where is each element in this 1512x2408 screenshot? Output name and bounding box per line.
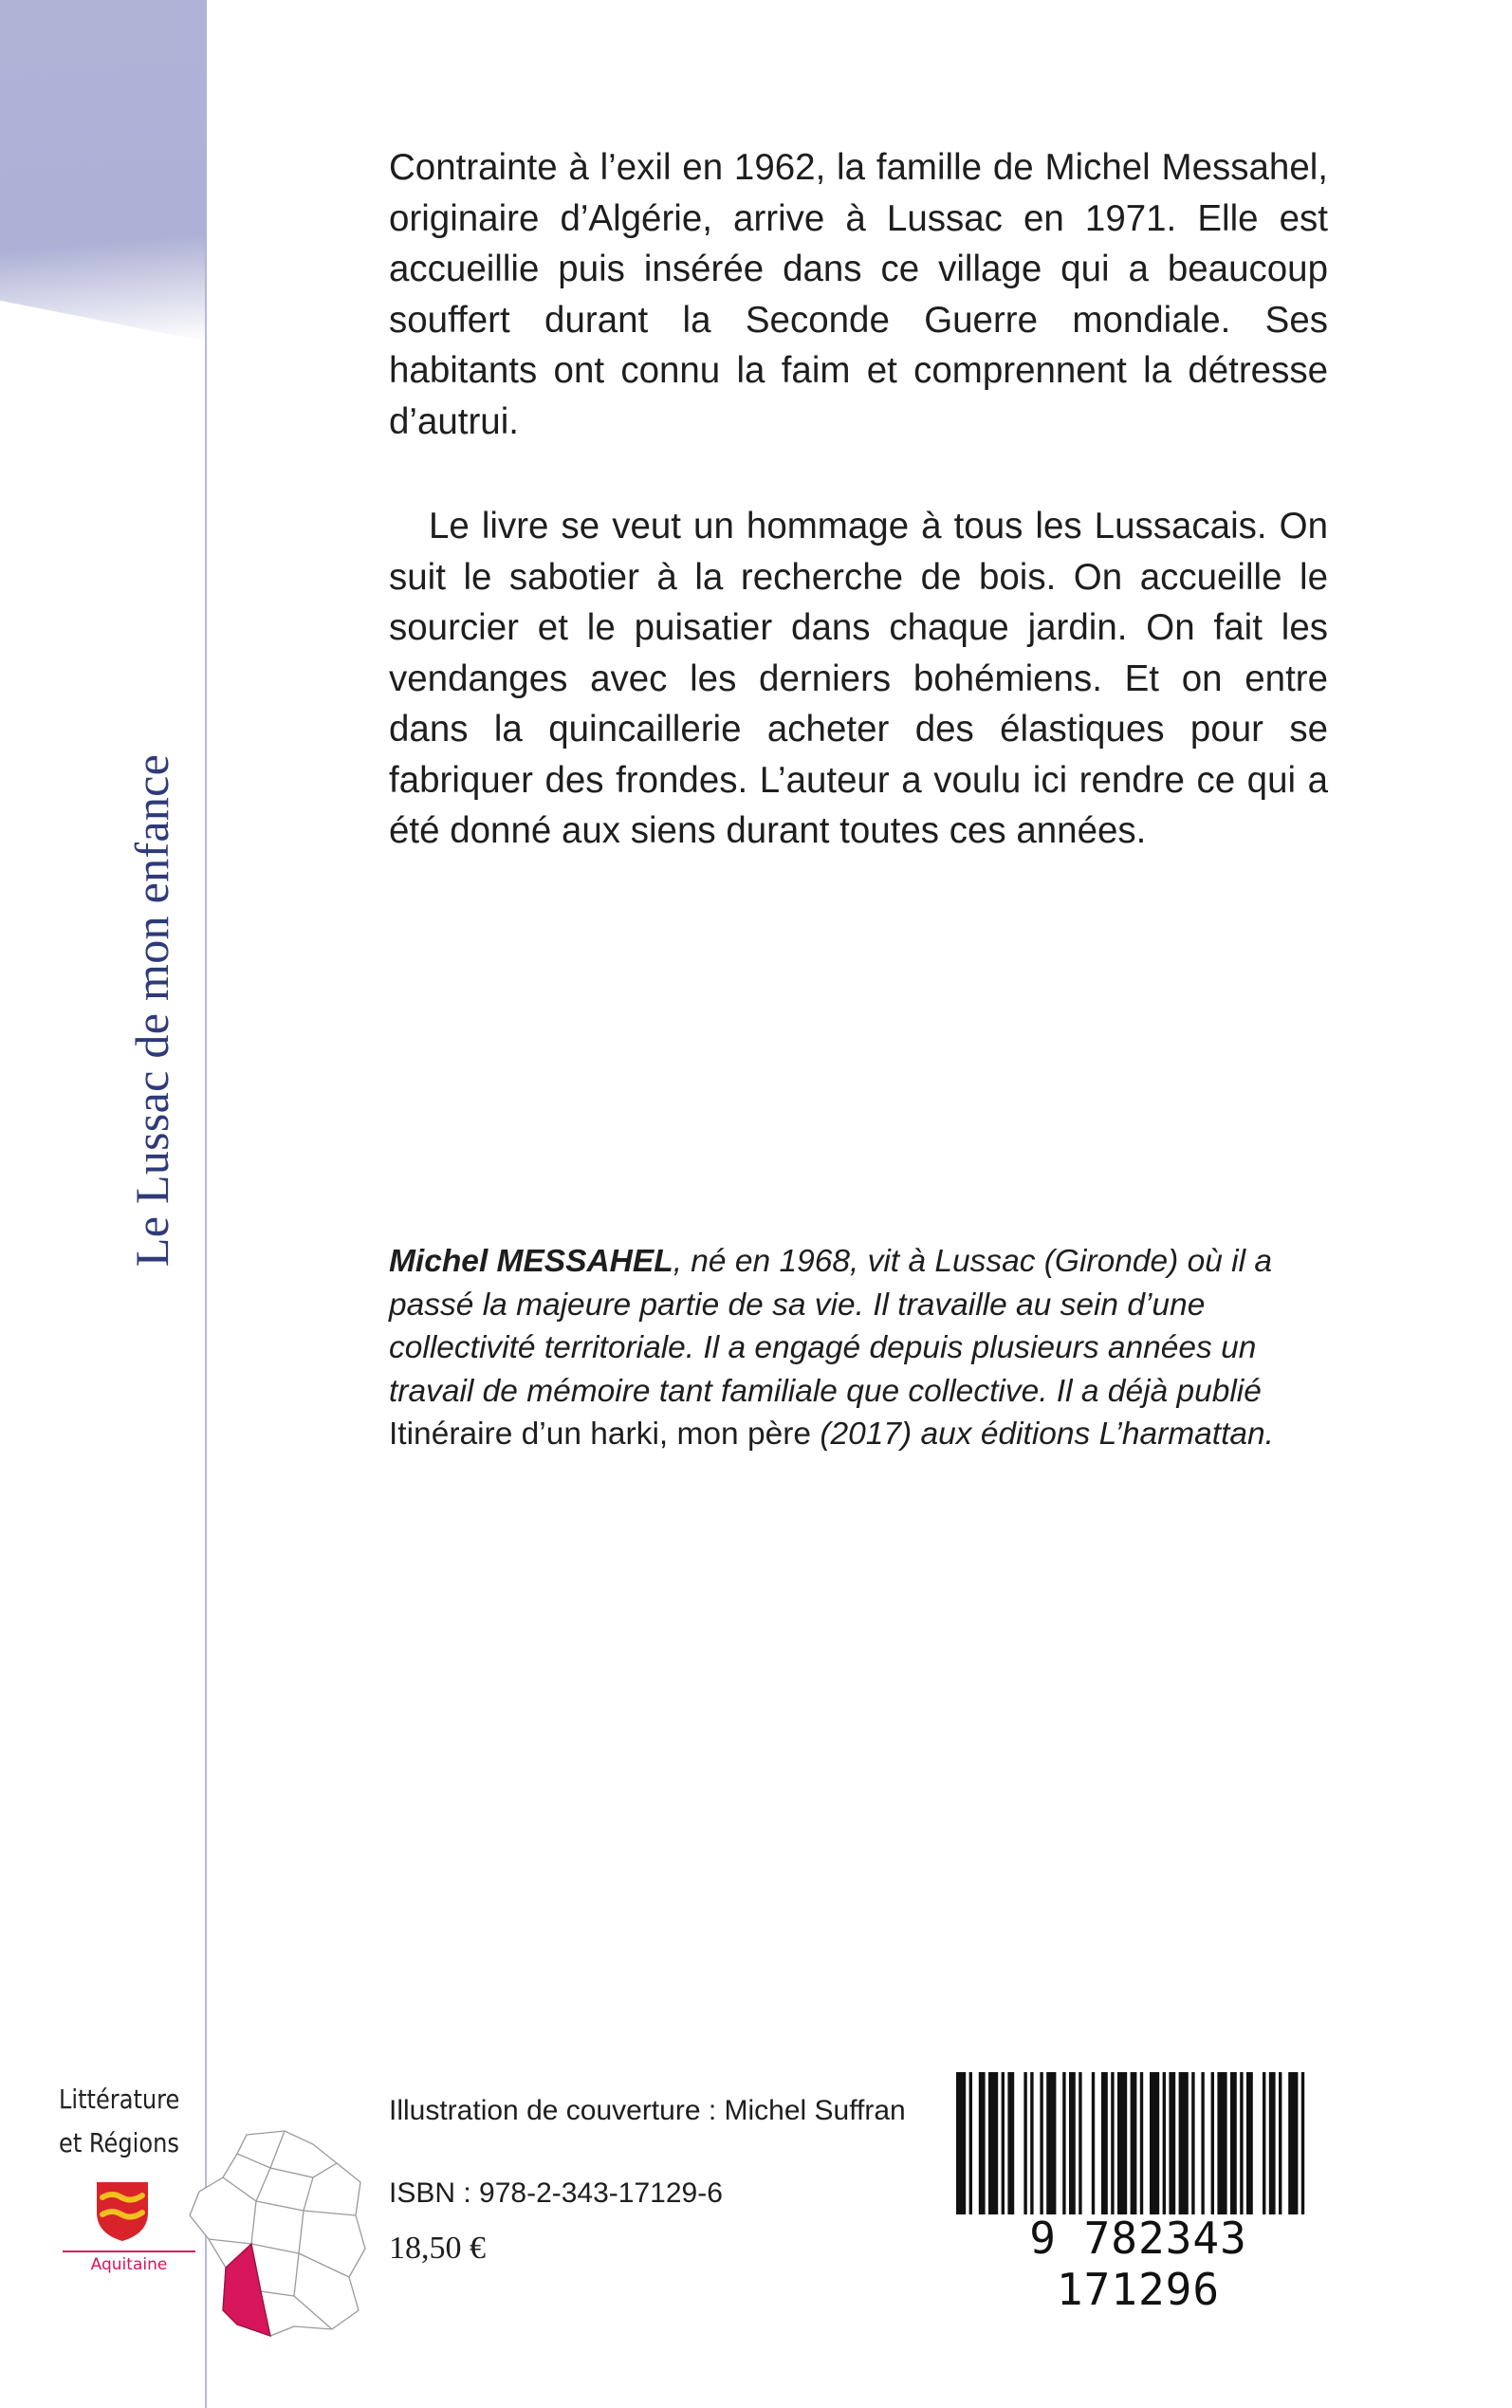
barcode-bar xyxy=(988,2072,998,2214)
author-name: Michel MESSAHEL xyxy=(389,1244,673,1279)
barcode-bar xyxy=(1263,2072,1265,2214)
isbn: ISBN : 978-2-343-17129-6 xyxy=(389,2177,723,2209)
illustration-credit: Illustration de couverture : Michel Suffran xyxy=(389,2095,906,2126)
barcode-bar xyxy=(1079,2072,1081,2214)
collection-name-line-1: Littérature xyxy=(59,2084,180,2115)
blurb-paragraph-2: Le livre se veut un hommage à tous les Lussacais. On suit le sabotier à la recherche de bois. On accueille le sourcier et le puisatier dans chaque jardin. On fait les vendanges avec les derniers bohémiens. Et on entre dans la quincaillerie acheter des élastiques pour se fabriquer des frondes. L’auteur a voulu ici rendre ce qui a été donné aux siens durant toutes ces années. xyxy=(389,506,1328,851)
barcode-bar xyxy=(1191,2072,1194,2214)
barcode-bar xyxy=(1069,2072,1076,2214)
previous-book-title: Itinéraire d’un harki, mon père xyxy=(389,1417,812,1452)
barcode-bar xyxy=(1101,2072,1108,2214)
barcode-bar xyxy=(1046,2072,1056,2214)
barcode-bar xyxy=(1117,2072,1127,2214)
blurb-paragraph-1: Contrainte à l’exil en 1962, la famille de Michel Messahel, originaire d’Algérie, arrive à Lussac en 1971. Elle est accueillie puis insérée dans ce village qui a beaucoup souffert durant la Seconde Guerre mondiale. Ses habitants ont connu la faim et comprennent la détresse d’autrui. xyxy=(389,147,1328,442)
barcode-bar xyxy=(1246,2072,1253,2214)
barcode-bar xyxy=(1230,2072,1237,2214)
region-label: Aquitaine xyxy=(63,2251,195,2274)
barcode-bar xyxy=(1002,2072,1005,2214)
barcode-bar xyxy=(979,2072,986,2214)
barcode-bar xyxy=(1240,2072,1243,2214)
barcode-bar xyxy=(1023,2072,1026,2214)
price: 18,50 € xyxy=(389,2231,486,2266)
barcode-bar xyxy=(1179,2072,1189,2214)
author-bio-text-2: (2017) aux éditions L’harmattan. xyxy=(811,1417,1274,1452)
barcode-bar xyxy=(1062,2072,1065,2214)
barcode-bar xyxy=(1131,2072,1137,2214)
barcode-bar xyxy=(1279,2072,1282,2214)
spine-strip xyxy=(0,0,207,2408)
barcode-bar xyxy=(1217,2072,1226,2214)
spine-color-block xyxy=(0,0,207,342)
barcode-bar xyxy=(1301,2072,1304,2214)
barcode-bar xyxy=(1269,2072,1276,2214)
barcode-bar xyxy=(1163,2072,1166,2214)
barcode-bar xyxy=(1140,2072,1143,2214)
france-map-icon xyxy=(180,2125,370,2339)
barcode-bar xyxy=(1030,2072,1033,2214)
spine-title: Le Lussac de mon enfance xyxy=(125,753,178,1268)
barcode-bar xyxy=(1288,2072,1298,2214)
barcode-bar xyxy=(1040,2072,1042,2214)
barcode-icon xyxy=(954,2072,1324,2214)
barcode-bar xyxy=(1211,2072,1214,2214)
author-bio-text-1: , né en 1968, vit à Lussac (Gironde) où il a passé la majeure partie de sa vie. Il travaille au sein d’une collectivité territoriale. Il a engagé depuis plusieurs années un travail de mémoire tant familiale que collective. Il a déjà publié xyxy=(389,1244,1272,1409)
barcode-digits: 9 782343 171296 xyxy=(1029,2213,1247,2315)
aquitaine-crest-icon xyxy=(95,2180,150,2243)
barcode-bar xyxy=(1111,2072,1114,2214)
barcode-bar xyxy=(969,2072,972,2214)
collection-name-line-2: et Régions xyxy=(59,2127,179,2158)
barcode-bar xyxy=(1201,2072,1204,2214)
barcode-bar xyxy=(1150,2072,1159,2214)
barcode-bar xyxy=(1092,2072,1095,2214)
author-bio xyxy=(389,1240,1328,1456)
barcode-bar xyxy=(956,2072,966,2214)
barcode-bar xyxy=(1169,2072,1175,2214)
barcode-bar xyxy=(1007,2072,1014,2214)
